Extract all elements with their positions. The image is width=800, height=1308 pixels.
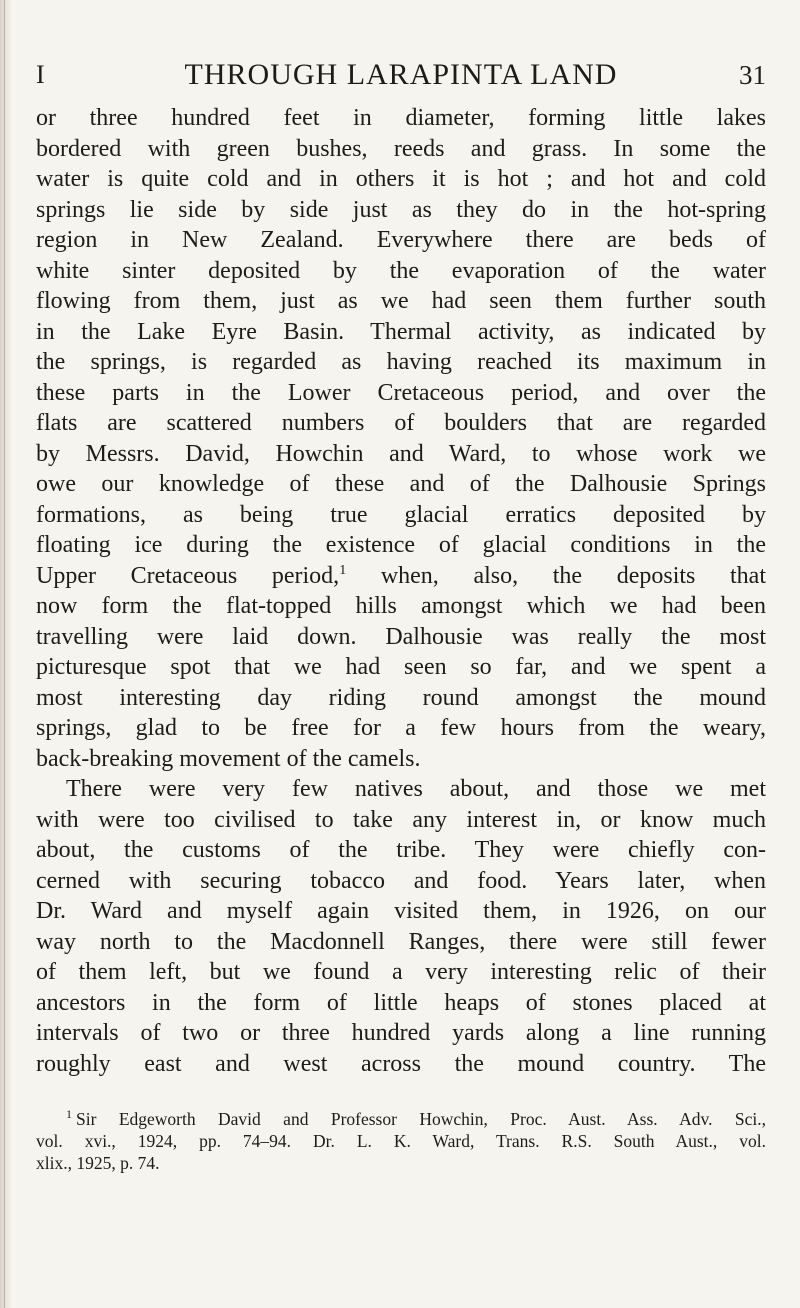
text-line: the springs, is regarded as having reached its maximum in (36, 349, 766, 375)
text-line: these parts in the Lower Cretaceous period, and over the (36, 379, 766, 406)
text-line: floating ice during the existence of glacial conditions in the (36, 532, 766, 558)
text-line: now form the flat-topped hills amongst which we had been (36, 593, 766, 619)
text-line: back-breaking movement of the camels. (36, 745, 421, 772)
text-line: ancestors in the form of little heaps of stones placed at (36, 989, 766, 1016)
text-segment: when, also, the deposits that (346, 562, 767, 589)
text-line-with-footnote (36, 561, 766, 592)
text-line: Dr. Ward and myself again visited them, in 1926, on our (36, 898, 766, 924)
footnote-block (36, 1108, 766, 1174)
text-line: about, the customs of the tribe. They were chiefly con- (36, 837, 766, 863)
text-line: by Messrs. David, Howchin and Ward, to whose work we (36, 440, 766, 467)
text-line: way north to the Macdonnell Ranges, there were still fewer (36, 928, 766, 955)
page-gutter-shadow (0, 0, 12, 1308)
text-line: springs lie side by side just as they do in the hot-spring (36, 196, 766, 223)
text-line: bordered with green bushes, reeds and grass. In some the (36, 135, 766, 162)
text-line: formations, as being true glacial erratics deposited by (36, 501, 766, 528)
text-line: picturesque spot that we had seen so far, and we spent a (36, 654, 766, 680)
page-number: 31 (739, 60, 766, 90)
chapter-number: I (36, 60, 45, 89)
body-text (36, 103, 766, 1079)
footnote-reference[interactable]: 1 (339, 562, 347, 578)
binding-edge (4, 0, 5, 1308)
footnote-line: vol. xvi., 1924, pp. 74–94. Dr. L. K. Ward, Trans. R.S. South Aust., vol. (36, 1131, 766, 1151)
text-line: region in New Zealand. Everywhere there are beds of (36, 227, 766, 253)
text-line: in the Lake Eyre Basin. Thermal activity, as indicated by (36, 318, 766, 345)
text-line: cerned with securing tobacco and food. Years later, when (36, 867, 766, 894)
text-line: intervals of two or three hundred yards along a line running (36, 1020, 766, 1046)
footnote-text: Sir Edgeworth David and Professor Howchin, Proc. Aust. Ass. Adv. Sci., (76, 1109, 766, 1129)
text-line: with were too civilised to take any interest in, or know much (36, 806, 766, 833)
page-header (36, 58, 766, 98)
text-line: owe our knowledge of these and of the Dalhousie Springs (36, 471, 766, 497)
text-line: white sinter deposited by the evaporation of the water (36, 257, 766, 284)
text-line: or three hundred feet in diameter, forming little lakes (36, 105, 766, 131)
footnote-line (36, 1108, 766, 1130)
text-line: springs, glad to be free for a few hours from the weary, (36, 715, 766, 741)
text-line: water is quite cold and in others it is hot ; and hot and cold (36, 166, 766, 192)
text-segment: Upper Cretaceous period, (36, 562, 340, 589)
text-line: of them left, but we found a very interesting relic of their (36, 959, 766, 985)
text-line: flowing from them, just as we had seen them further south (36, 288, 766, 314)
footnote-line: xlix., 1925, p. 74. (36, 1153, 160, 1173)
text-line: There were very few natives about, and those we met (66, 776, 766, 802)
text-line: roughly east and west across the mound country. The (36, 1050, 766, 1077)
text-line: flats are scattered numbers of boulders that are regarded (36, 410, 766, 436)
text-line: travelling were laid down. Dalhousie was really the most (36, 623, 766, 650)
running-head: THROUGH LARAPINTA LAND (184, 58, 618, 91)
text-line: most interesting day riding round amongst the mound (36, 684, 766, 711)
footnote-mark: 1 (66, 1107, 72, 1122)
